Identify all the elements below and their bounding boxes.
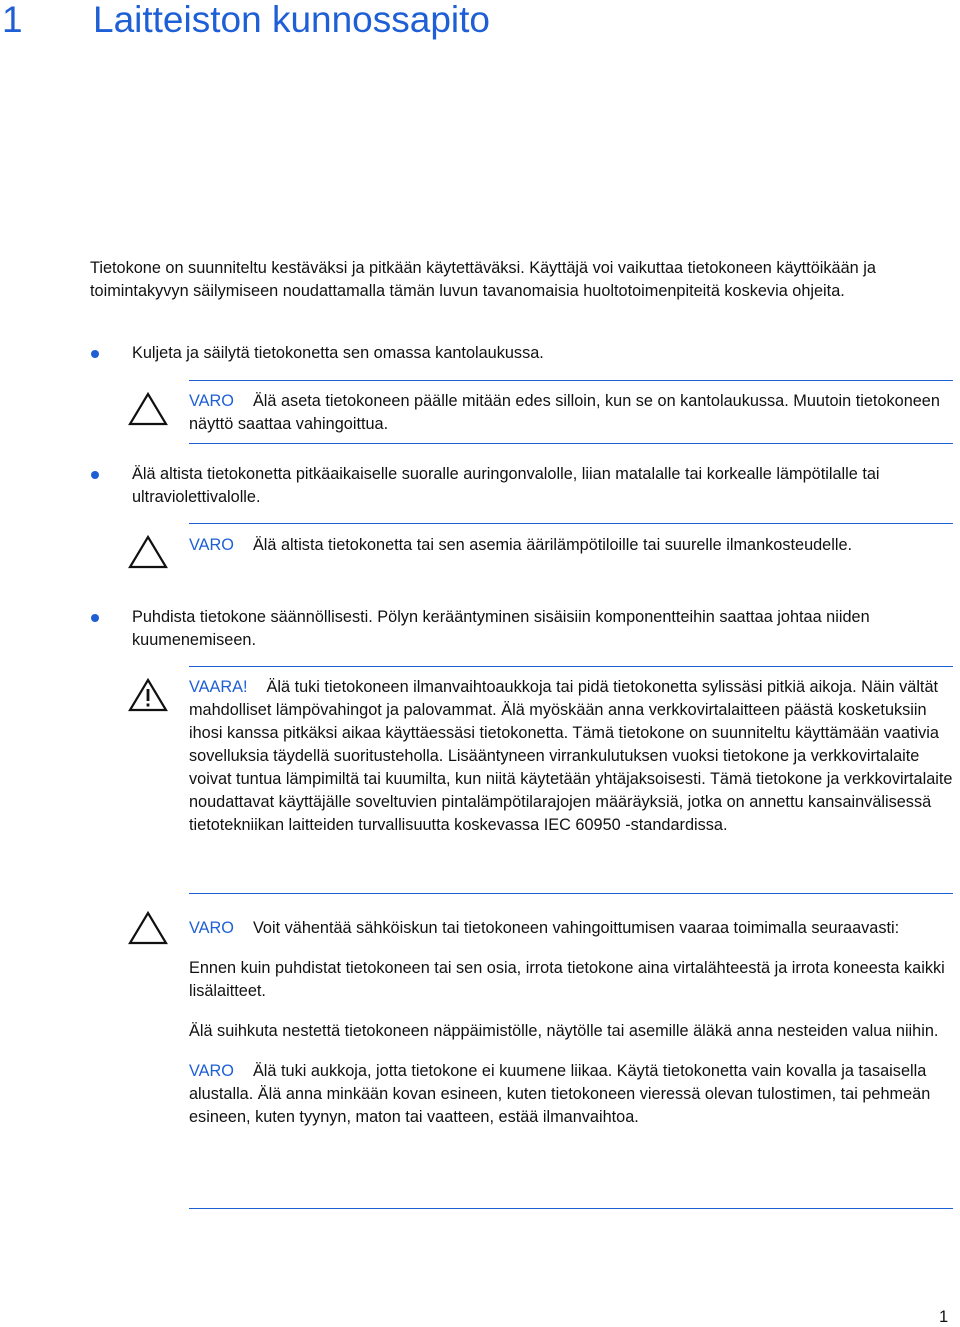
caution-paragraph: Älä suihkuta nestettä tietokoneen näppäimistölle, näytölle tai asemille äläkä anna nesteiden valua niihin. (189, 1022, 939, 1040)
note-divider (189, 523, 953, 524)
caution-label: VARO (189, 392, 234, 410)
caution-triangle-icon (128, 911, 168, 945)
chapter-number: 1 (2, 0, 23, 40)
chapter-title: Laitteiston kunnossapito (93, 0, 490, 40)
note-divider (189, 893, 953, 894)
bullet-icon (91, 350, 99, 358)
bullet-item (91, 463, 931, 509)
page-number: 1 (939, 1308, 949, 1326)
warning-label: VAARA! (189, 678, 248, 696)
note-divider (189, 380, 953, 381)
warning-triangle-icon (128, 678, 168, 712)
warning-text: Älä tuki tietokoneen ilmanvaihtoaukkoja tai pidä tietokonetta sylissäsi pitkiä aikoja. Näin vältät mahdolliset lämpövahingot ja palovammat. Älä myöskään anna verkkovirtalaitteen päästä kosketuksiin ihosi kanssa pitkäksi aikaa käyttäessäsi tietokonetta. Tämä tietokone on suunniteltu käyttämään vaativia sovelluksia täydellä suoritusteholla. Lisääntyneen virrankulutuksen vuoksi tietokone ja verkkovirtalaite voivat tuntua lämpimiltä tai kuumilta, kun niitä käytetään yhtäjaksoisesti. Tämä tietokone ja verkkovirtalaite noudattavat käyttäjälle soveltuvien pintalämpötilarajojen määräyksiä, jotka on annettu kansainvälisessä tietotekniikan laitteiden turvallisuutta koskevassa IEC 60950 -standardissa. (189, 678, 953, 834)
caution-paragraph: Ennen kuin puhdistat tietokoneen tai sen osia, irrota tietokone aina virtalähteestä ja irrota koneesta kaikki lisälaitteet. (189, 959, 945, 1000)
caution-label: VARO (189, 536, 234, 554)
bullet-item (91, 606, 931, 652)
bullet-text: Älä altista tietokonetta pitkäaikaiselle suoralle auringonvalolle, liian matalalle tai korkealle lämpötilalle tai ultraviolettivalolle. (132, 465, 880, 506)
caution-note (128, 523, 953, 585)
note-divider (189, 1208, 953, 1209)
bullet-item (91, 342, 931, 365)
warning-note (128, 666, 953, 894)
caution-sub-label: VARO (189, 1062, 234, 1080)
bullet-icon (91, 471, 99, 479)
caution-sub-text: Älä tuki aukkoja, jotta tietokone ei kuumene liikaa. Käytä tietokonetta vain kovalla ja tasaisella alustalla. Älä anna minkään kovan esineen, kuten tietokoneen vieressä olevan tulostimen, tai pehmeän esineen, kuten tyynyn, maton tai vaatteen, estää ilmanvaihtoa. (189, 1062, 931, 1126)
note-divider (189, 443, 953, 444)
bullet-text: Kuljeta ja säilytä tietokonetta sen omassa kantolaukussa. (132, 344, 544, 362)
caution-note (128, 907, 953, 1211)
intro-paragraph: Tietokone on suunniteltu kestäväksi ja pitkään käytettäväksi. Käyttäjä voi vaikuttaa tietokoneen käyttöikään ja toimintakyvyn säilymiseen noudattamalla tämän luvun tavanomaisia huoltotoimenpiteitä koskevia ohjeita. (90, 259, 876, 300)
caution-triangle-icon (128, 392, 168, 426)
caution-text: Älä aseta tietokoneen päälle mitään edes silloin, kun se on kantolaukussa. Muutoin tietokoneen näyttö saattaa vahingoittua. (189, 392, 940, 433)
note-divider (189, 666, 953, 667)
bullet-icon (91, 614, 99, 622)
caution-text: Voit vähentää sähköiskun tai tietokoneen vahingoittumisen vaaraa toimimalla seuraavasti: (252, 919, 900, 937)
bullet-text: Puhdista tietokone säännöllisesti. Pölyn kerääntyminen sisäisiin komponentteihin saattaa johtaa niiden kuumenemiseen. (132, 608, 870, 649)
caution-label: VARO (189, 919, 234, 937)
caution-text: Älä altista tietokonetta tai sen asemia äärilämpötiloille tai suurelle ilmankosteudelle. (252, 536, 853, 554)
caution-note (128, 380, 953, 444)
caution-triangle-icon (128, 535, 168, 569)
